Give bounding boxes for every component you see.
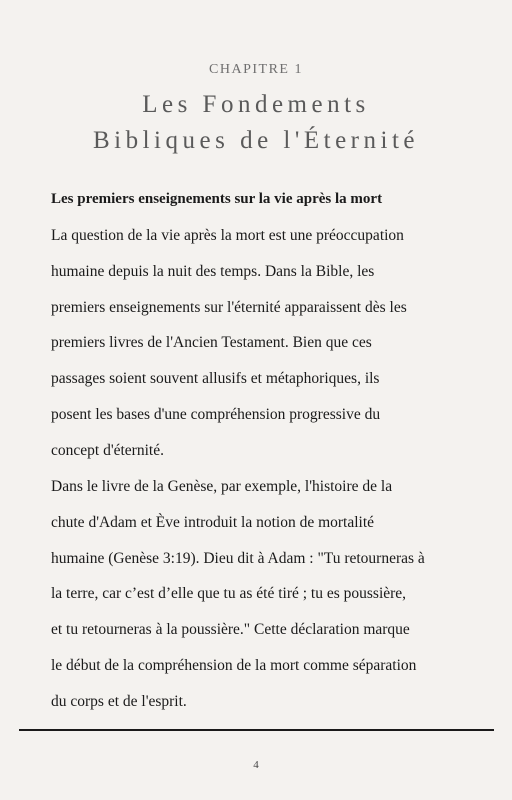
text-line: chute d'Adam et Ève introduit la notion de mortalité <box>51 513 375 531</box>
text-line: premiers livres de l'Ancien Testament. Bien que ces <box>51 334 372 352</box>
chapter-title-line: Les Fondements <box>142 91 370 118</box>
chapter-label: CHAPITRE 1 <box>209 62 303 77</box>
text-line: la terre, car c’est d’elle que tu as été tiré ; tu es poussière, <box>51 585 407 603</box>
text-line: posent les bases d'une compréhension progressive du <box>51 405 381 423</box>
page-number: 4 <box>253 759 259 771</box>
text-line: humaine depuis la nuit des temps. Dans la Bible, les <box>51 262 375 280</box>
text-line: premiers enseignements sur l'éternité apparaissent dès les <box>51 298 407 316</box>
text-line: humaine (Genèse 3:19). Dieu dit à Adam : "Tu retourneras à <box>51 549 425 567</box>
body-paragraph <box>51 218 481 469</box>
body-paragraph <box>51 469 481 720</box>
chapter-title <box>0 87 512 159</box>
text-line: du corps et de l'esprit. <box>51 692 187 710</box>
chapter-title-line: Bibliques de l'Éternité <box>92 127 419 154</box>
text-line: La question de la vie après la mort est une préoccupation <box>51 227 404 244</box>
text-line: concept d'éternité. <box>51 441 164 459</box>
text-line: passages soient souvent allusifs et métaphoriques, ils <box>51 370 380 388</box>
footer-divider <box>19 729 494 731</box>
section-heading: Les premiers enseignements sur la vie après la mort <box>51 191 383 207</box>
text-line: et tu retourneras à la poussière." Cette déclaration marque <box>51 621 410 639</box>
text-line: Dans le livre de la Genèse, par exemple, l'histoire de la <box>51 478 393 495</box>
text-line: le début de la compréhension de la mort comme séparation <box>51 656 417 674</box>
